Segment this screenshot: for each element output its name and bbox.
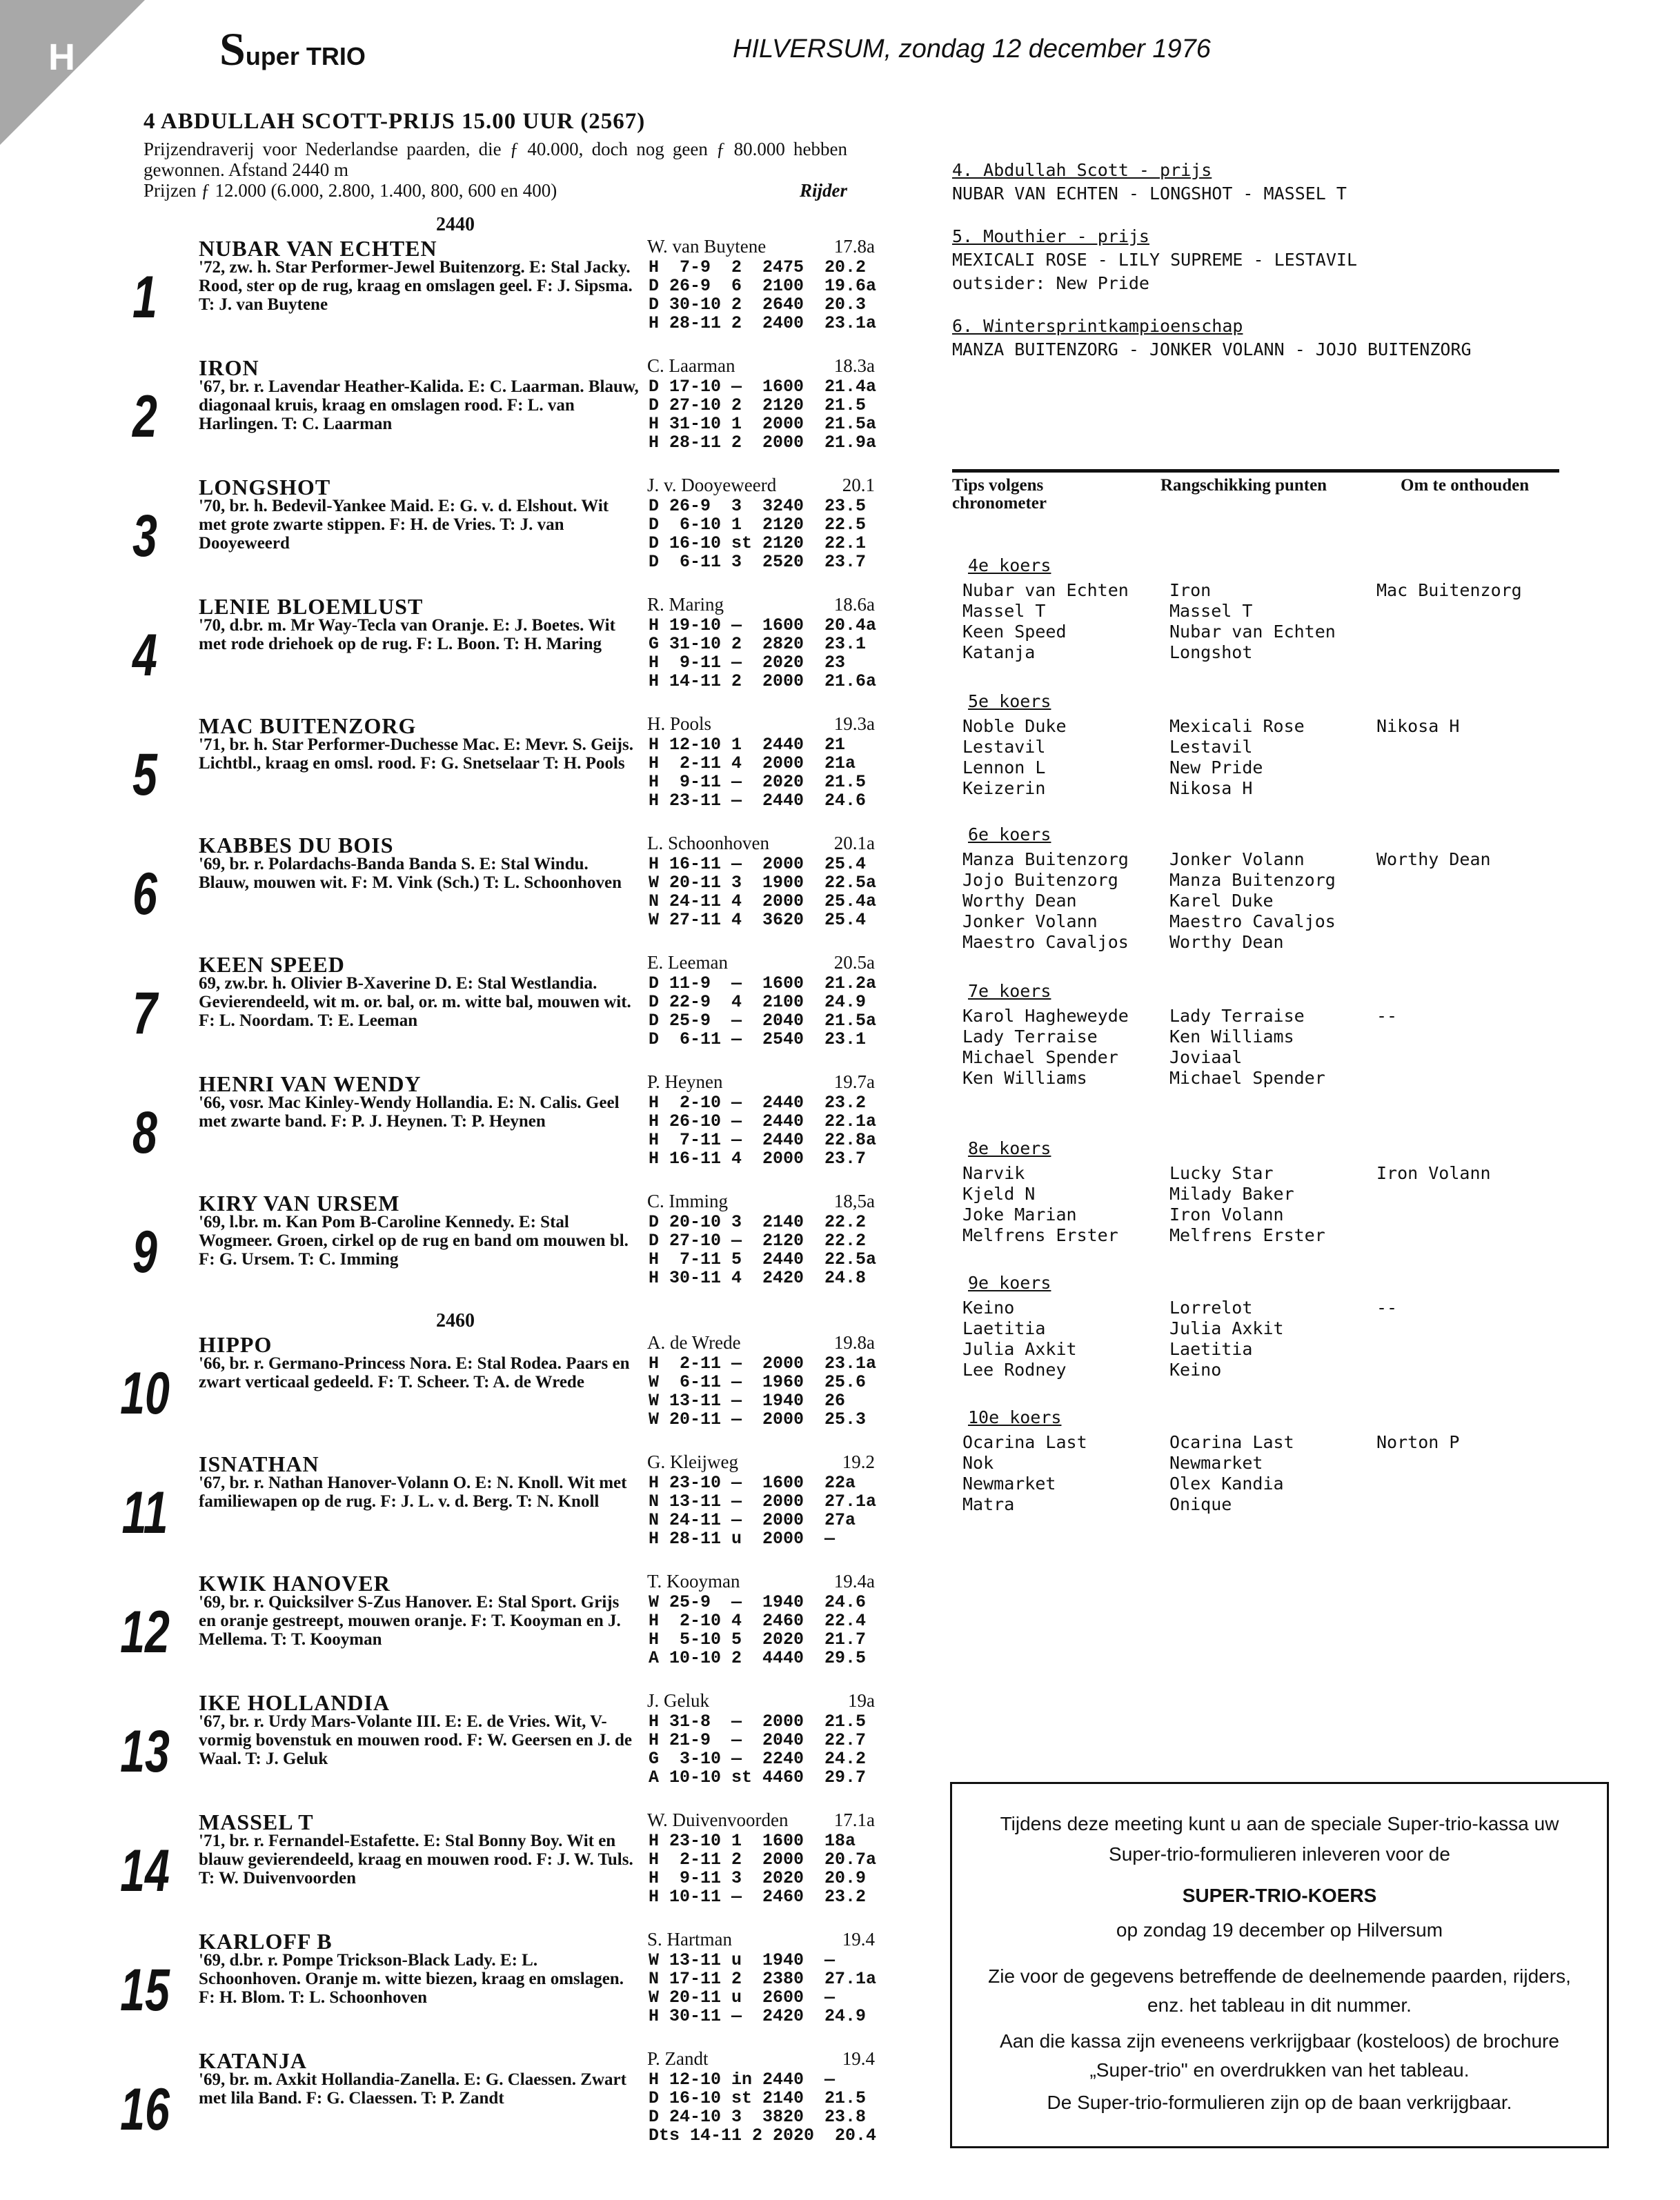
- recent-results: H 7-9 2 2475 20.2 D 26-9 6 2100 19.6a D 30-10 2 2640 20.3 H 28-11 2 2400 23.1a: [649, 257, 877, 333]
- driver: [647, 2048, 875, 2070]
- tip-value: NUBAR VAN ECHTEN - LONGSHOT - MASSEL T: [952, 184, 1347, 204]
- koers-columns: [962, 716, 1583, 799]
- recent-results: H 16-11 — 2000 25.4 W 20-11 3 1900 22.5a N 24-11 4 2000 25.4a W 27-11 4 3620 25.4: [649, 854, 877, 930]
- race-prizes-row: [144, 180, 847, 201]
- to-remember: Mac Buitenzorg: [1376, 580, 1522, 600]
- points-ranking: Iron Massel T Nubar van Echten Longshot: [1169, 580, 1336, 662]
- to-remember: --: [1376, 1006, 1398, 1026]
- horse-name: LONGSHOT: [199, 475, 331, 499]
- horse-description: '69, l.br. m. Kan Pom B-Caroline Kennedy. E: Stal Wogmeer. Groen, cirkel op de rug en band om mouwen bl. F: G. Ursem. T: C. Imming: [199, 1213, 629, 1269]
- koers-columns: [962, 1432, 1583, 1515]
- horse-entry: [103, 355, 877, 475]
- driver-name: T. Kooyman: [647, 1571, 740, 1592]
- col-head-onthouden: Om te onthouden: [1401, 476, 1530, 495]
- horse-entry: [103, 1191, 877, 1310]
- koers-columns: [962, 1163, 1583, 1246]
- horse-name: ISNATHAN: [199, 1451, 319, 1476]
- to-remember: Iron Volann: [1376, 1163, 1491, 1183]
- horse-name: HENRI VAN WENDY: [199, 1071, 422, 1096]
- horse-description: '71, br. r. Fernandel-Estafette. E: Stal Bonny Boy. Wit en blauw gevierendeeld, kraag en mouwen rood. F: J. W. Tuls. T: W. Duivenvoorden: [199, 1832, 633, 1887]
- recent-results: W 13-11 u 1940 — N 17-11 2 2380 27.1a W 20-11 u 2600 — H 30-11 — 2420 24.9: [649, 1950, 877, 2026]
- horse-entry: [103, 1810, 877, 1929]
- to-remember: --: [1376, 1298, 1398, 1318]
- horse-entry: [103, 833, 877, 952]
- chronometer-tips: Nubar van Echten Massel T Keen Speed Katanja: [962, 580, 1129, 662]
- horse-description: '67, br. r. Nathan Hanover-Volann O. E: N. Knoll. Wit met familiewapen op de rug. F: J. L. v. d. Berg. T: N. Knoll: [199, 1474, 627, 1511]
- koers-title: 4e koers: [968, 555, 1051, 575]
- horse-name: MASSEL T: [199, 1810, 314, 1834]
- koers-columns: [962, 580, 1583, 663]
- tip-heading: 4. Abdullah Scott - prijs: [952, 160, 1212, 180]
- koers-columns: [962, 1298, 1583, 1380]
- race-header: [144, 109, 847, 201]
- col-head-punten: Rangschikking punten: [1160, 476, 1327, 495]
- best-time: 19.3a: [833, 713, 875, 734]
- best-time: 18,5a: [833, 1191, 875, 1211]
- horse-entry: [103, 1929, 877, 2048]
- tip-value: MANZA BUITENZORG - JONKER VOLANN - JOJO BUITENZORG: [952, 339, 1472, 359]
- driver: [647, 1571, 875, 1592]
- chronometer-tips: Narvik Kjeld N Joke Marian Melfrens Erster: [962, 1163, 1118, 1245]
- driver-name: C. Imming: [647, 1191, 729, 1211]
- horse-list: [103, 214, 877, 2168]
- driver-name: P. Heynen: [647, 1071, 723, 1092]
- start-number: 8: [132, 1100, 157, 1166]
- horse-name: KATANJA: [199, 2048, 307, 2073]
- driver-name: W. Duivenvoorden: [647, 1810, 789, 1830]
- driver-name: R. Maring: [647, 594, 724, 615]
- horse-name: KARLOFF B: [199, 1929, 333, 1954]
- tip-value: MEXICALI ROSE - LILY SUPREME - LESTAVIL outsider: New Pride: [952, 250, 1357, 293]
- tips-section: [952, 159, 1472, 381]
- driver-name: C. Laarman: [647, 355, 735, 376]
- driver-name: J. v. Dooyeweerd: [647, 475, 777, 495]
- distance-label: 2440: [436, 214, 475, 235]
- recent-results: H 12-10 1 2440 21 H 2-11 4 2000 21a H 9-11 — 2020 21.5 H 23-11 — 2440 24.6: [649, 735, 867, 811]
- koers-block: [962, 1407, 1583, 1515]
- best-time: 20.1a: [833, 833, 875, 853]
- to-remember: Nikosa H: [1376, 716, 1460, 736]
- horse-description: '69, br. r. Polardachs-Banda Banda S. E: Stal Windu. Blauw, mouwen wit. F: M. Vink (Sch.) T: L. Schoonhoven: [199, 855, 622, 892]
- horse-description: '72, zw. h. Star Performer-Jewel Buitenzorg. E: Stal Jacky. Rood, ster op de rug, kraag en omslagen geel. F: J. Sipsma. T: J. van Buytene: [199, 258, 633, 314]
- recent-results: H 23-10 — 1600 22a N 13-11 — 2000 27.1a N 24-11 — 2000 27a H 28-11 u 2000 —: [649, 1473, 877, 1549]
- horse-entry: [103, 952, 877, 1071]
- horse-entry: [103, 475, 875, 594]
- start-number: 14: [120, 1838, 170, 1904]
- koers-title: 7e koers: [968, 981, 1051, 1001]
- notice-intro: Tijdens deze meeting kunt u aan de speciale Super-trio-kassa uw Super-trio-formulieren inleveren voor de: [1000, 1813, 1559, 1865]
- points-ranking: Jonker Volann Manza Buitenzorg Karel Duke Maestro Cavaljos Worthy Dean: [1169, 849, 1336, 952]
- recent-results: D 17-10 — 1600 21.4a D 27-10 2 2120 21.5 H 31-10 1 2000 21.5a H 28-11 2 2000 21.9a: [649, 377, 877, 453]
- best-time: 19a: [848, 1690, 875, 1711]
- points-ranking: Ocarina Last Newmarket Olex Kandia Onique: [1169, 1432, 1294, 1514]
- recent-results: H 23-10 1 1600 18a H 2-11 2 2000 20.7a H 9-11 3 2020 20.9 H 10-11 — 2460 23.2: [649, 1831, 877, 1907]
- start-number: 2: [132, 384, 157, 450]
- chart-header: [952, 469, 1559, 513]
- horse-entry: [103, 713, 875, 833]
- driver: [647, 355, 875, 377]
- notice-info: Zie voor de gegevens betreffende de deelnemende paarden, rijders, enz. het tableau in dit nummer.: [988, 1965, 1571, 2016]
- notice-date: op zondag 19 december op Hilversum: [1116, 1919, 1443, 1941]
- chronometer-tips: Keino Laetitia Julia Axkit Lee Rodney: [962, 1298, 1077, 1380]
- koers-title: 10e koers: [968, 1407, 1062, 1427]
- points-ranking: Mexicali Rose Lestavil New Pride Nikosa H: [1169, 716, 1305, 798]
- driver-name: P. Zandt: [647, 2048, 709, 2069]
- chronometer-tips: Karol Hagheweyde Lady Terraise Michael Spender Ken Williams: [962, 1006, 1129, 1088]
- driver: [647, 1810, 875, 1831]
- driver: [647, 1451, 875, 1473]
- start-number: 3: [132, 503, 157, 569]
- horse-description: '70, br. h. Bedevil-Yankee Maid. E: G. v. d. Elshout. Wit met grote zwarte stippen. F: H. de Vries. T: J. van Dooyeweerd: [199, 497, 609, 553]
- driver-name: J. Geluk: [647, 1690, 709, 1711]
- start-number: 10: [120, 1360, 170, 1427]
- best-time: 19.4a: [833, 1571, 875, 1592]
- race-prizes: Prijzen ƒ 12.000 (6.000, 2.800, 1.400, 800, 600 en 400): [144, 180, 557, 201]
- recent-results: W 25-9 — 1940 24.6 H 2-10 4 2460 22.4 H 5-10 5 2020 21.7 A 10-10 2 4440 29.5: [649, 1592, 867, 1668]
- race-title: 4 ABDULLAH SCOTT-PRIJS 15.00 UUR (2567): [144, 109, 646, 134]
- horse-entry: [103, 1690, 875, 1810]
- horse-entry: [103, 236, 877, 355]
- best-time: 19.8a: [833, 1332, 875, 1353]
- driver: [647, 1191, 875, 1212]
- start-number: 11: [121, 1480, 168, 1546]
- start-number: 1: [132, 264, 157, 330]
- horse-name: KIRY VAN URSEM: [199, 1191, 400, 1216]
- horse-description: '70, d.br. m. Mr Way-Tecla van Oranje. E: J. Boetes. Wit met rode driehoek op de rug. F: L. Boon. T: H. Maring: [199, 616, 615, 653]
- tip-block: [952, 315, 1472, 361]
- koers-block: [962, 981, 1583, 1089]
- horse-name: LENIE BLOEMLUST: [199, 594, 424, 619]
- horse-name: KWIK HANOVER: [199, 1571, 391, 1596]
- driver: [647, 952, 875, 973]
- start-number: 15: [120, 1957, 170, 2023]
- horse-entry: [103, 1071, 877, 1191]
- koers-block: [962, 691, 1583, 799]
- horse-name: KABBES DU BOIS: [199, 833, 394, 858]
- best-time: 20.5a: [833, 952, 875, 973]
- horse-name: NUBAR VAN ECHTEN: [199, 236, 437, 261]
- driver: [647, 1332, 875, 1354]
- best-time: 19.2: [842, 1451, 875, 1472]
- horse-name: KEEN SPEED: [199, 952, 345, 977]
- to-remember: Norton P: [1376, 1432, 1460, 1452]
- driver: [647, 1071, 875, 1093]
- notice-brochure: Aan die kassa zijn eveneens verkrijgbaar (kosteloos) de brochure „Super-trio" en overdrukken van het tableau.: [1000, 2030, 1559, 2081]
- chronometer-tips: Noble Duke Lestavil Lennon L Keizerin: [962, 716, 1067, 798]
- recent-results: H 31-8 — 2000 21.5 H 21-9 — 2040 22.7 G 3-10 — 2240 24.2 A 10-10 st 4460 29.7: [649, 1712, 867, 1787]
- super-trio-notice: [950, 1782, 1609, 2148]
- recent-results: D 26-9 3 3240 23.5 D 6-10 1 2120 22.5 D 16-10 st 2120 22.1 D 6-11 3 2520 23.7: [649, 496, 867, 572]
- best-time: 19.7a: [833, 1071, 875, 1092]
- chronometer-tips: Manza Buitenzorg Jojo Buitenzorg Worthy Dean Jonker Volann Maestro Cavaljos: [962, 849, 1129, 952]
- best-time: 17.8a: [833, 236, 875, 257]
- driver: [647, 594, 875, 615]
- horse-description: '69, d.br. r. Pompe Trickson-Black Lady. E: L. Schoonhoven. Oranje m. witte biezen, kraag en omslagen. F: H. Blom. T: L. Schoonhoven: [199, 1951, 624, 2007]
- koers-title: 9e koers: [968, 1273, 1051, 1293]
- driver: [647, 236, 875, 257]
- horse-entry: [103, 2048, 877, 2168]
- distance-label: 2460: [436, 1310, 475, 1331]
- points-ranking: Lucky Star Milady Baker Iron Volann Melfrens Erster: [1169, 1163, 1325, 1245]
- horse-description: '69, br. m. Axkit Hollandia-Zanella. E: G. Claessen. Zwart met lila Band. F: G. Claessen. T: P. Zandt: [199, 2070, 626, 2108]
- koers-block: [962, 555, 1583, 663]
- to-remember: Worthy Dean: [1376, 849, 1491, 869]
- best-time: 17.1a: [833, 1810, 875, 1830]
- logo-s: S: [219, 23, 246, 75]
- koers-title: 5e koers: [968, 691, 1051, 711]
- col-head-chronometer: Tips volgens chronometer: [952, 476, 1047, 513]
- start-number: 13: [120, 1718, 170, 1785]
- race-description: Prijzendraverij voor Nederlandse paarden, die ƒ 40.000, doch nog geen ƒ 80.000 hebben gewonnen. Afstand 2440 m: [144, 139, 847, 180]
- driver-name: H. Pools: [647, 713, 712, 734]
- horse-description: '71, br. h. Star Performer-Duchesse Mac. E: Mevr. S. Geijs. Lichtbl., kraag en omsl. rood. F: G. Snetselaar T: H. Pools: [199, 735, 633, 773]
- best-time: 18.3a: [833, 355, 875, 376]
- horse-description: '69, br. r. Quicksilver S-Zus Hanover. E: Stal Sport. Grijs en oranje gestreept, mouwen oranje. F: T. Kooyman en J. Mellema. T: T. Kooyman: [199, 1593, 621, 1649]
- notice-forms: De Super-trio-formulieren zijn op de baan verkrijgbaar.: [1047, 2092, 1512, 2113]
- best-time: 19.4: [842, 2048, 875, 2069]
- tip-heading: 6. Wintersprintkampioenschap: [952, 316, 1243, 336]
- start-number: 16: [120, 2077, 170, 2143]
- corner-letter: H: [48, 37, 75, 78]
- start-number: 7: [132, 980, 157, 1047]
- points-ranking: Lady Terraise Ken Williams Joviaal Michael Spender: [1169, 1006, 1325, 1088]
- koers-columns: [962, 849, 1583, 953]
- best-time: 20.1: [842, 475, 875, 495]
- horse-entry: [103, 1451, 877, 1571]
- chronometer-tips: Ocarina Last Nok Newmarket Matra: [962, 1432, 1087, 1514]
- horse-description: '67, br. r. Urdy Mars-Volante III. E: E. de Vries. Wit, V-vormig bovenstuk en mouwen rood. F: W. Geersen en J. de Waal. T: J. Geluk: [199, 1712, 633, 1768]
- tip-block: [952, 225, 1472, 295]
- start-number: 5: [132, 742, 157, 808]
- recent-results: H 2-10 — 2440 23.2 H 26-10 — 2440 22.1a H 7-11 — 2440 22.8a H 16-11 4 2000 23.7: [649, 1093, 877, 1169]
- start-number: 12: [120, 1599, 170, 1665]
- koers-block: [962, 1138, 1583, 1246]
- koers-columns: [962, 1006, 1583, 1089]
- driver: [647, 833, 875, 854]
- koers-block: [962, 1273, 1583, 1380]
- driver: [647, 1690, 875, 1712]
- horse-description: '67, br. r. Lavendar Heather-Kalida. E: C. Laarman. Blauw, diagonaal kruis, kraag en omslagen rood. F: L. van Harlingen. T: C. Laarman: [199, 377, 639, 433]
- koers-block: [962, 824, 1583, 953]
- rijder-label: Rijder: [799, 180, 847, 201]
- horse-entry: [103, 1332, 877, 1451]
- koers-title: 6e koers: [968, 824, 1051, 844]
- driver-name: E. Leeman: [647, 952, 728, 973]
- horse-description: '66, br. r. Germano-Princess Nora. E: Stal Rodea. Paars en zwart verticaal gedeeld. F: T. Scheer. T: A. de Wrede: [199, 1354, 630, 1391]
- recent-results: H 19-10 — 1600 20.4a G 31-10 2 2820 23.1 H 9-11 — 2020 23 H 14-11 2 2000 21.6a: [649, 615, 877, 691]
- tip-heading: 5. Mouthier - prijs: [952, 226, 1149, 246]
- start-number: 4: [132, 622, 157, 688]
- horse-name: IRON: [199, 355, 259, 380]
- tip-block: [952, 159, 1472, 206]
- horse-name: HIPPO: [199, 1332, 273, 1357]
- driver: [647, 475, 875, 496]
- horse-name: IKE HOLLANDIA: [199, 1690, 391, 1715]
- recent-results: H 2-11 — 2000 23.1a W 6-11 — 1960 25.6 W 13-11 — 1940 26 W 20-11 — 2000 25.3: [649, 1354, 877, 1429]
- best-time: 18.6a: [833, 594, 875, 615]
- points-ranking: Lorrelot Julia Axkit Laetitia Keino: [1169, 1298, 1284, 1380]
- koers-title: 8e koers: [968, 1138, 1051, 1158]
- best-time: 19.4: [842, 1929, 875, 1950]
- driver-name: S. Hartman: [647, 1929, 732, 1950]
- horse-entry: [103, 594, 877, 713]
- horse-description: '66, vosr. Mac Kinley-Wendy Hollandia. E: N. Calis. Geel met zwarte band. F: P. J. Heynen. T: P. Heynen: [199, 1093, 620, 1131]
- horse-entry: [103, 1571, 875, 1690]
- horse-name: MAC BUITENZORG: [199, 713, 417, 738]
- driver: [647, 713, 875, 735]
- start-number: 9: [132, 1219, 157, 1285]
- notice-title: SUPER-TRIO-KOERS: [1182, 1885, 1377, 1906]
- meeting-header: HILVERSUM, zondag 12 december 1976: [733, 34, 1211, 63]
- recent-results: D 20-10 3 2140 22.2 D 27-10 — 2120 22.2 H 7-11 5 2440 22.5a H 30-11 4 2420 24.8: [649, 1212, 877, 1288]
- logo-text: uper TRIO: [245, 42, 366, 70]
- driver-name: G. Kleijweg: [647, 1451, 738, 1472]
- recent-results: H 12-10 in 2440 — D 16-10 st 2140 21.5 D 24-10 3 3820 23.8 Dts 14-11 2 2020 20.4: [649, 2070, 877, 2146]
- recent-results: D 11-9 — 1600 21.2a D 22-9 4 2100 24.9 D 25-9 — 2040 21.5a D 6-11 — 2540 23.1: [649, 973, 877, 1049]
- super-trio-logo: [219, 22, 366, 77]
- driver: [647, 1929, 875, 1950]
- driver-name: W. van Buytene: [647, 236, 767, 257]
- driver-name: L. Schoonhoven: [647, 833, 769, 853]
- driver-name: A. de Wrede: [647, 1332, 741, 1353]
- horse-description: 69, zw.br. h. Olivier B-Xaverine D. E: Stal Westlandia. Gevierendeeld, wit m. or. bal, or. m. witte bal, mouwen wit. F: L. Noordam. T: E. Leeman: [199, 974, 631, 1030]
- start-number: 6: [132, 861, 157, 927]
